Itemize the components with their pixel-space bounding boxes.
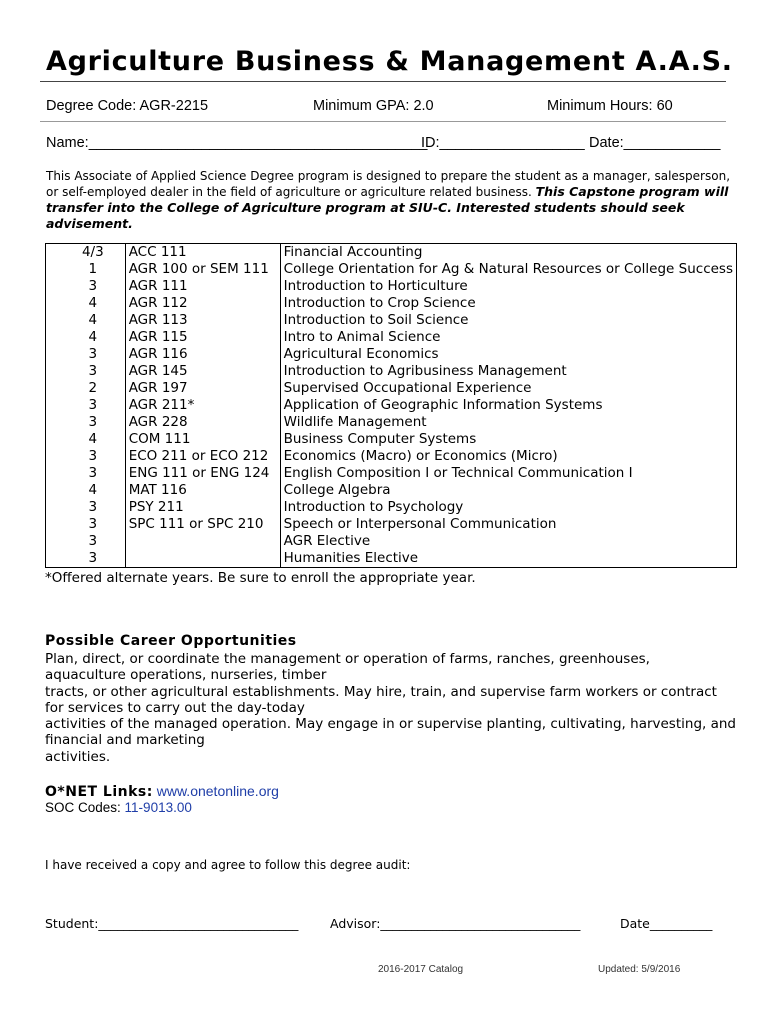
- course-code: ENG 111 or ENG 124: [125, 465, 280, 482]
- onet-label: O*NET Links:: [45, 784, 153, 800]
- course-title: Financial Accounting: [280, 244, 736, 262]
- course-title: Business Computer Systems: [280, 431, 736, 448]
- intro-text: This Associate of Applied Science Degree program is designed to prepare the student as a manager, salesperson, or self-employed dealer in the field of agriculture or agriculture related business.: [46, 169, 731, 199]
- soc-codes: [45, 800, 192, 815]
- course-hours: 3: [46, 499, 126, 516]
- program-description: [46, 168, 736, 232]
- course-hours: 3: [46, 363, 126, 380]
- course-row: [46, 329, 737, 346]
- name-field: Name:__________________________________________: [46, 135, 428, 151]
- course-row: [46, 261, 737, 278]
- course-title: Supervised Occupational Experience: [280, 380, 736, 397]
- course-title: Wildlife Management: [280, 414, 736, 431]
- course-code: MAT 116: [125, 482, 280, 499]
- course-hours: 3: [46, 533, 126, 550]
- course-title: College Orientation for Ag & Natural Resources or College Success: [280, 261, 736, 278]
- advisor-signature-line: Advisor:________________________________: [330, 916, 581, 931]
- course-row: [46, 312, 737, 329]
- date-field: Date:____________: [589, 135, 721, 151]
- course-code: ECO 211 or ECO 212: [125, 448, 280, 465]
- course-code: SPC 111 or SPC 210: [125, 516, 280, 533]
- course-title: Economics (Macro) or Economics (Micro): [280, 448, 736, 465]
- course-code: AGR 113: [125, 312, 280, 329]
- soc-code-link[interactable]: 11-9013.00: [124, 800, 192, 815]
- course-title: Introduction to Soil Science: [280, 312, 736, 329]
- career-line: activities.: [45, 748, 111, 765]
- course-title: Speech or Interpersonal Communication: [280, 516, 736, 533]
- course-hours: 1: [46, 261, 126, 278]
- course-code: AGR 145: [125, 363, 280, 380]
- course-title: Application of Geographic Information Systems: [280, 397, 736, 414]
- career-line: financial and marketing: [45, 732, 205, 749]
- course-code: [125, 533, 280, 550]
- course-row: [46, 295, 737, 312]
- course-hours: 2: [46, 380, 126, 397]
- course-row: [46, 431, 737, 448]
- course-hours: 4/3: [46, 244, 126, 262]
- footer-updated: Updated: 5/9/2016: [598, 964, 681, 975]
- course-hours: 3: [46, 397, 126, 414]
- page-title: Agriculture Business & Management A.A.S.: [46, 46, 733, 77]
- course-code: PSY 211: [125, 499, 280, 516]
- course-hours: 3: [46, 414, 126, 431]
- course-hours: 3: [46, 448, 126, 465]
- career-line: activities of the managed operation. May engage in or supervise planting, cultivating, harvesting, and: [45, 716, 736, 733]
- course-row: [46, 465, 737, 482]
- career-description: [45, 651, 735, 765]
- course-row: [46, 397, 737, 414]
- course-row: [46, 363, 737, 380]
- career-line: for services to carry out the day-today: [45, 699, 305, 716]
- course-row: [46, 380, 737, 397]
- career-line: tracts, or other agricultural establishments. May hire, train, and supervise farm workers or contract: [45, 683, 717, 700]
- career-line: aquaculture operations, nurseries, timber: [45, 667, 327, 684]
- course-title: Introduction to Crop Science: [280, 295, 736, 312]
- course-code: COM 111: [125, 431, 280, 448]
- course-row: [46, 516, 737, 533]
- course-hours: 4: [46, 329, 126, 346]
- course-hours: 4: [46, 312, 126, 329]
- course-code: ACC 111: [125, 244, 280, 262]
- course-row: [46, 414, 737, 431]
- course-hours: 3: [46, 346, 126, 363]
- minimum-hours: Minimum Hours: 60: [547, 98, 673, 114]
- title-rule: [40, 81, 726, 82]
- course-row: [46, 244, 737, 262]
- career-line: Plan, direct, or coordinate the management or operation of farms, ranches, greenhouses,: [45, 651, 650, 667]
- course-hours: 3: [46, 278, 126, 295]
- student-signature-line: Student:________________________________: [45, 916, 299, 931]
- course-row: [46, 482, 737, 499]
- course-code: AGR 197: [125, 380, 280, 397]
- course-hours: 3: [46, 465, 126, 482]
- agreement-text: I have received a copy and agree to follow this degree audit:: [45, 858, 411, 872]
- course-row: [46, 550, 737, 568]
- course-title: Introduction to Horticulture: [280, 278, 736, 295]
- course-row: [46, 499, 737, 516]
- footnote: *Offered alternate years. Be sure to enroll the appropriate year.: [45, 570, 476, 586]
- course-row: [46, 346, 737, 363]
- course-code: AGR 111: [125, 278, 280, 295]
- course-title: Introduction to Agribusiness Management: [280, 363, 736, 380]
- course-table: [45, 243, 737, 568]
- course-code: [125, 550, 280, 568]
- onet-link[interactable]: www.onetonline.org: [156, 783, 279, 799]
- course-code: AGR 228: [125, 414, 280, 431]
- course-title: College Algebra: [280, 482, 736, 499]
- soc-label: SOC Codes:: [45, 800, 121, 815]
- course-hours: 4: [46, 431, 126, 448]
- career-heading: Possible Career Opportunities: [45, 633, 297, 649]
- onet-links: [45, 783, 279, 800]
- meta-rule: [40, 121, 726, 122]
- course-row: [46, 533, 737, 550]
- intro-emphasis: This Capstone program will transfer into the College of Agriculture program at SIU-C. Interested students should seek advisement.: [46, 184, 729, 231]
- course-code: AGR 116: [125, 346, 280, 363]
- date-signature-line: Date__________: [620, 916, 713, 931]
- course-title: Intro to Animal Science: [280, 329, 736, 346]
- course-code: AGR 115: [125, 329, 280, 346]
- course-title: AGR Elective: [280, 533, 736, 550]
- course-row: [46, 278, 737, 295]
- course-code: AGR 100 or SEM 111: [125, 261, 280, 278]
- minimum-gpa: Minimum GPA: 2.0: [313, 98, 434, 114]
- course-title: Agricultural Economics: [280, 346, 736, 363]
- course-hours: 3: [46, 516, 126, 533]
- course-row: [46, 448, 737, 465]
- degree-code: Degree Code: AGR-2215: [46, 98, 209, 114]
- footer-catalog: 2016-2017 Catalog: [378, 964, 464, 975]
- course-hours: 3: [46, 550, 126, 568]
- course-hours: 4: [46, 482, 126, 499]
- course-title: Introduction to Psychology: [280, 499, 736, 516]
- course-title: Humanities Elective: [280, 550, 736, 568]
- course-hours: 4: [46, 295, 126, 312]
- course-title: English Composition I or Technical Communication I: [280, 465, 736, 482]
- id-field: ID:__________________: [421, 135, 585, 151]
- course-code: AGR 211*: [125, 397, 280, 414]
- course-code: AGR 112: [125, 295, 280, 312]
